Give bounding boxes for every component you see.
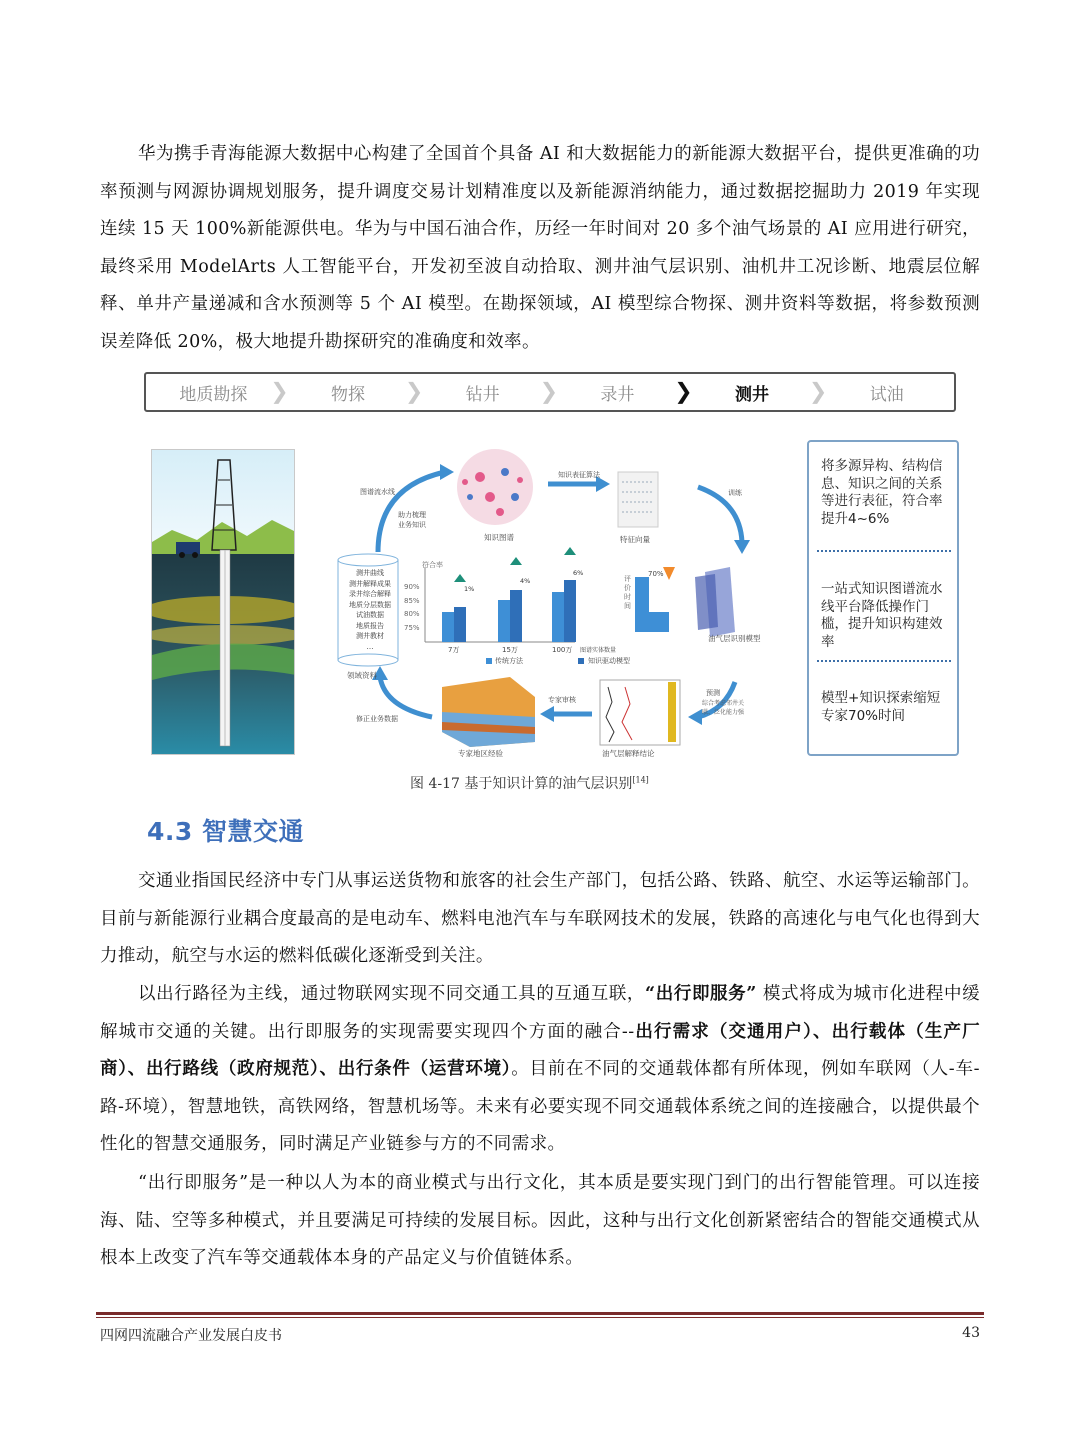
oil-rig-image: [152, 450, 295, 755]
bar-label-1: 1%: [464, 585, 475, 593]
x-tick-3: 100万: [552, 646, 573, 654]
benefit-platform: 一站式知识图谱流水线平台降低操作门槛，提升知识构建效率: [821, 581, 943, 650]
footer-title: 四网四流融合产业发展白皮书: [100, 1328, 282, 1344]
caption-reference: [14]: [632, 775, 649, 785]
chevron-right-icon: ❯: [808, 379, 828, 405]
accuracy-y-ticks: 90% 85% 80% 75%: [404, 583, 420, 632]
x-axis-name: 图谱实体数量: [580, 647, 617, 654]
legend-traditional: 传统方法: [495, 657, 523, 665]
expert-review-label: 专家审核: [548, 696, 576, 704]
figure-caption: 图 4-17 基于知识计算的油气层识别[14]: [410, 775, 649, 792]
stage-mud-logging: 录井 ❯: [600, 379, 693, 405]
assist-label: 助力梳理 业务知识: [398, 511, 426, 529]
revise-data-label: 修正业务数据: [356, 715, 398, 723]
representation-label: 知识表征算法: [558, 471, 600, 479]
predict-label: 预测: [706, 689, 720, 697]
chevron-right-icon: ❯: [674, 379, 693, 405]
feature-vector-image: [618, 472, 658, 527]
dotted-divider: [817, 550, 951, 552]
consider-label: 综合考虑邻井关联、泛化能力强: [702, 700, 745, 716]
knowledge-graph-label: 知识图谱: [484, 533, 514, 542]
bar-label-2: 4%: [520, 577, 531, 585]
oilfield-stage-bar: [144, 372, 956, 412]
domain-materials-list: 测井曲线 测井解释成果 录井综合解释 地质分层数据 试油数据 地质报告 测井教材 …: [349, 569, 391, 651]
x-tick-1: 7万: [448, 646, 460, 654]
bar-label-3: 6%: [573, 569, 584, 577]
paragraph-maas-essence: “出行即服务”是一种以人为本的商业模式与出行文化，其本质是要实现门到门的出行智能管理。可以连接海、陆、空等多种模式，并且要满足可持续的发展目标。因此，这种与出行文化创新紧密结合的智能交通模式从根本上改变了汽车等交通载体本身的产品定义与价值链体系。: [100, 1173, 980, 1269]
bold-maas-term: “出行即服务”: [645, 984, 757, 1004]
chevron-right-icon: ❯: [404, 379, 424, 405]
section-heading: 4.3 智慧交通: [147, 817, 304, 846]
dotted-divider: [817, 660, 951, 662]
expert-experience-label: 专家地区经验: [458, 749, 503, 758]
stage-geophysics: 物探 ❯: [331, 379, 424, 405]
layer-model-image: [695, 567, 735, 637]
stage-well-testing: 试油: [869, 384, 904, 405]
benefits-box: [807, 440, 959, 756]
paragraph-intro: 华为携手青海能源大数据中心构建了全国首个具备 AI 和大数据能力的新能源大数据平台，提供更准确的功率预测与网源协调规划服务，提升调度交易计划精准度以及新能源消纳能力，通过数据挖掘助力 2019 年实现连续 15 天 100%新能源供电。华为与中国石油合作，历经一年时间对 20 多个油气场景的 AI 应用进行研究，最终采用 ModelArts 人工智能平台，开发初至波自动拾取、测井油气层识别、油机井工况诊断、地震层位解释、单井产量递减和含水预测等 5 个 AI 模型。在勘探领域，AI 模型综合物探、测井资料等数据，将参数预测误差降低 20%，极大地提升勘探研究的准确度和效率。: [100, 144, 980, 352]
eval-time-label: 评价时间: [624, 575, 631, 610]
benefit-time: 模型+知识探索缩短专家70%时间: [821, 690, 941, 724]
domain-materials-label: 领域资料: [347, 671, 377, 680]
training-label: 训练: [728, 489, 742, 497]
layer-model-label: 油气层识别模型: [708, 634, 761, 643]
geology-block-image: [442, 677, 535, 747]
oil-well-illustration: [151, 449, 295, 755]
paragraph-maas: 以出行路径为主线，通过物联网实现不同交通工具的互通互联，“出行即服务” 模式将成为城市化进程中缓解城市交通的关键。出行即服务的实现需要实现四个方面的融合--出行需求（交通用户）、出行载体（生产厂商）、出行路线（政府规范）、出行条件（运营环境）。目前在不同的交通载体都有所体现，例如车联网（人-车-路-环境），智慧地铁，高铁网络，智慧机场等。未来有必要实现不同交通载体系统之间的连接融合，以提供最个性化的智慧交通服务，同时满足产业链参与方的不同需求。: [100, 984, 981, 1155]
bold-four-aspects: 出行需求（交通用户）、出行载体（生产厂商）、出行路线（政府规范）、出行条件（运营环境）: [100, 1021, 981, 1080]
page-number: 43: [962, 1325, 980, 1341]
stage-geology: 地质勘探 ❯: [179, 379, 289, 405]
logging-conclusion-label: 油气层解释结论: [602, 749, 655, 758]
arrow-right-icon: [440, 464, 454, 480]
graph-flow-label: 图谱流水线: [360, 488, 395, 496]
paragraph-transport-definition: 交通业指国民经济中专门从事运送货物和旅客的社会生产部门，包括公路、铁路、航空、水运等运输部门。目前与新能源行业耦合度最高的是电动车、燃料电池汽车与车联网技术的发展，铁路的高速化与电气化也得到大力推动，航空与水运的燃料低碳化逐渐受到关注。: [100, 871, 980, 967]
knowledge-graph-image: [457, 449, 533, 525]
benefit-accuracy: 将多源异构、结构信息、知识之间的关系等进行表征，符合率提升4~6%: [821, 458, 943, 527]
arrow-left-icon: [688, 709, 702, 725]
stage-well-logging: 测井 ❯: [735, 379, 828, 405]
feature-vector-label: 特征向量: [620, 535, 650, 544]
footer-rule-thin: [96, 1317, 984, 1318]
arrow-left-icon: [540, 706, 554, 722]
footer-rule: [96, 1312, 984, 1315]
knowledge-cycle-diagram: [330, 442, 780, 762]
stage-drilling: 钻井 ❯: [465, 379, 559, 405]
chevron-right-icon: ❯: [270, 379, 289, 405]
arrow-down-icon: [734, 540, 750, 554]
chevron-right-icon: ❯: [539, 379, 559, 405]
accuracy-axis-label: 符合率: [422, 561, 443, 569]
legend-knowledge: 知识驱动模型: [588, 657, 630, 665]
logging-conclusion-image: [600, 680, 680, 745]
x-tick-2: 15万: [502, 646, 518, 654]
eval-time-value: 70%: [648, 570, 664, 578]
